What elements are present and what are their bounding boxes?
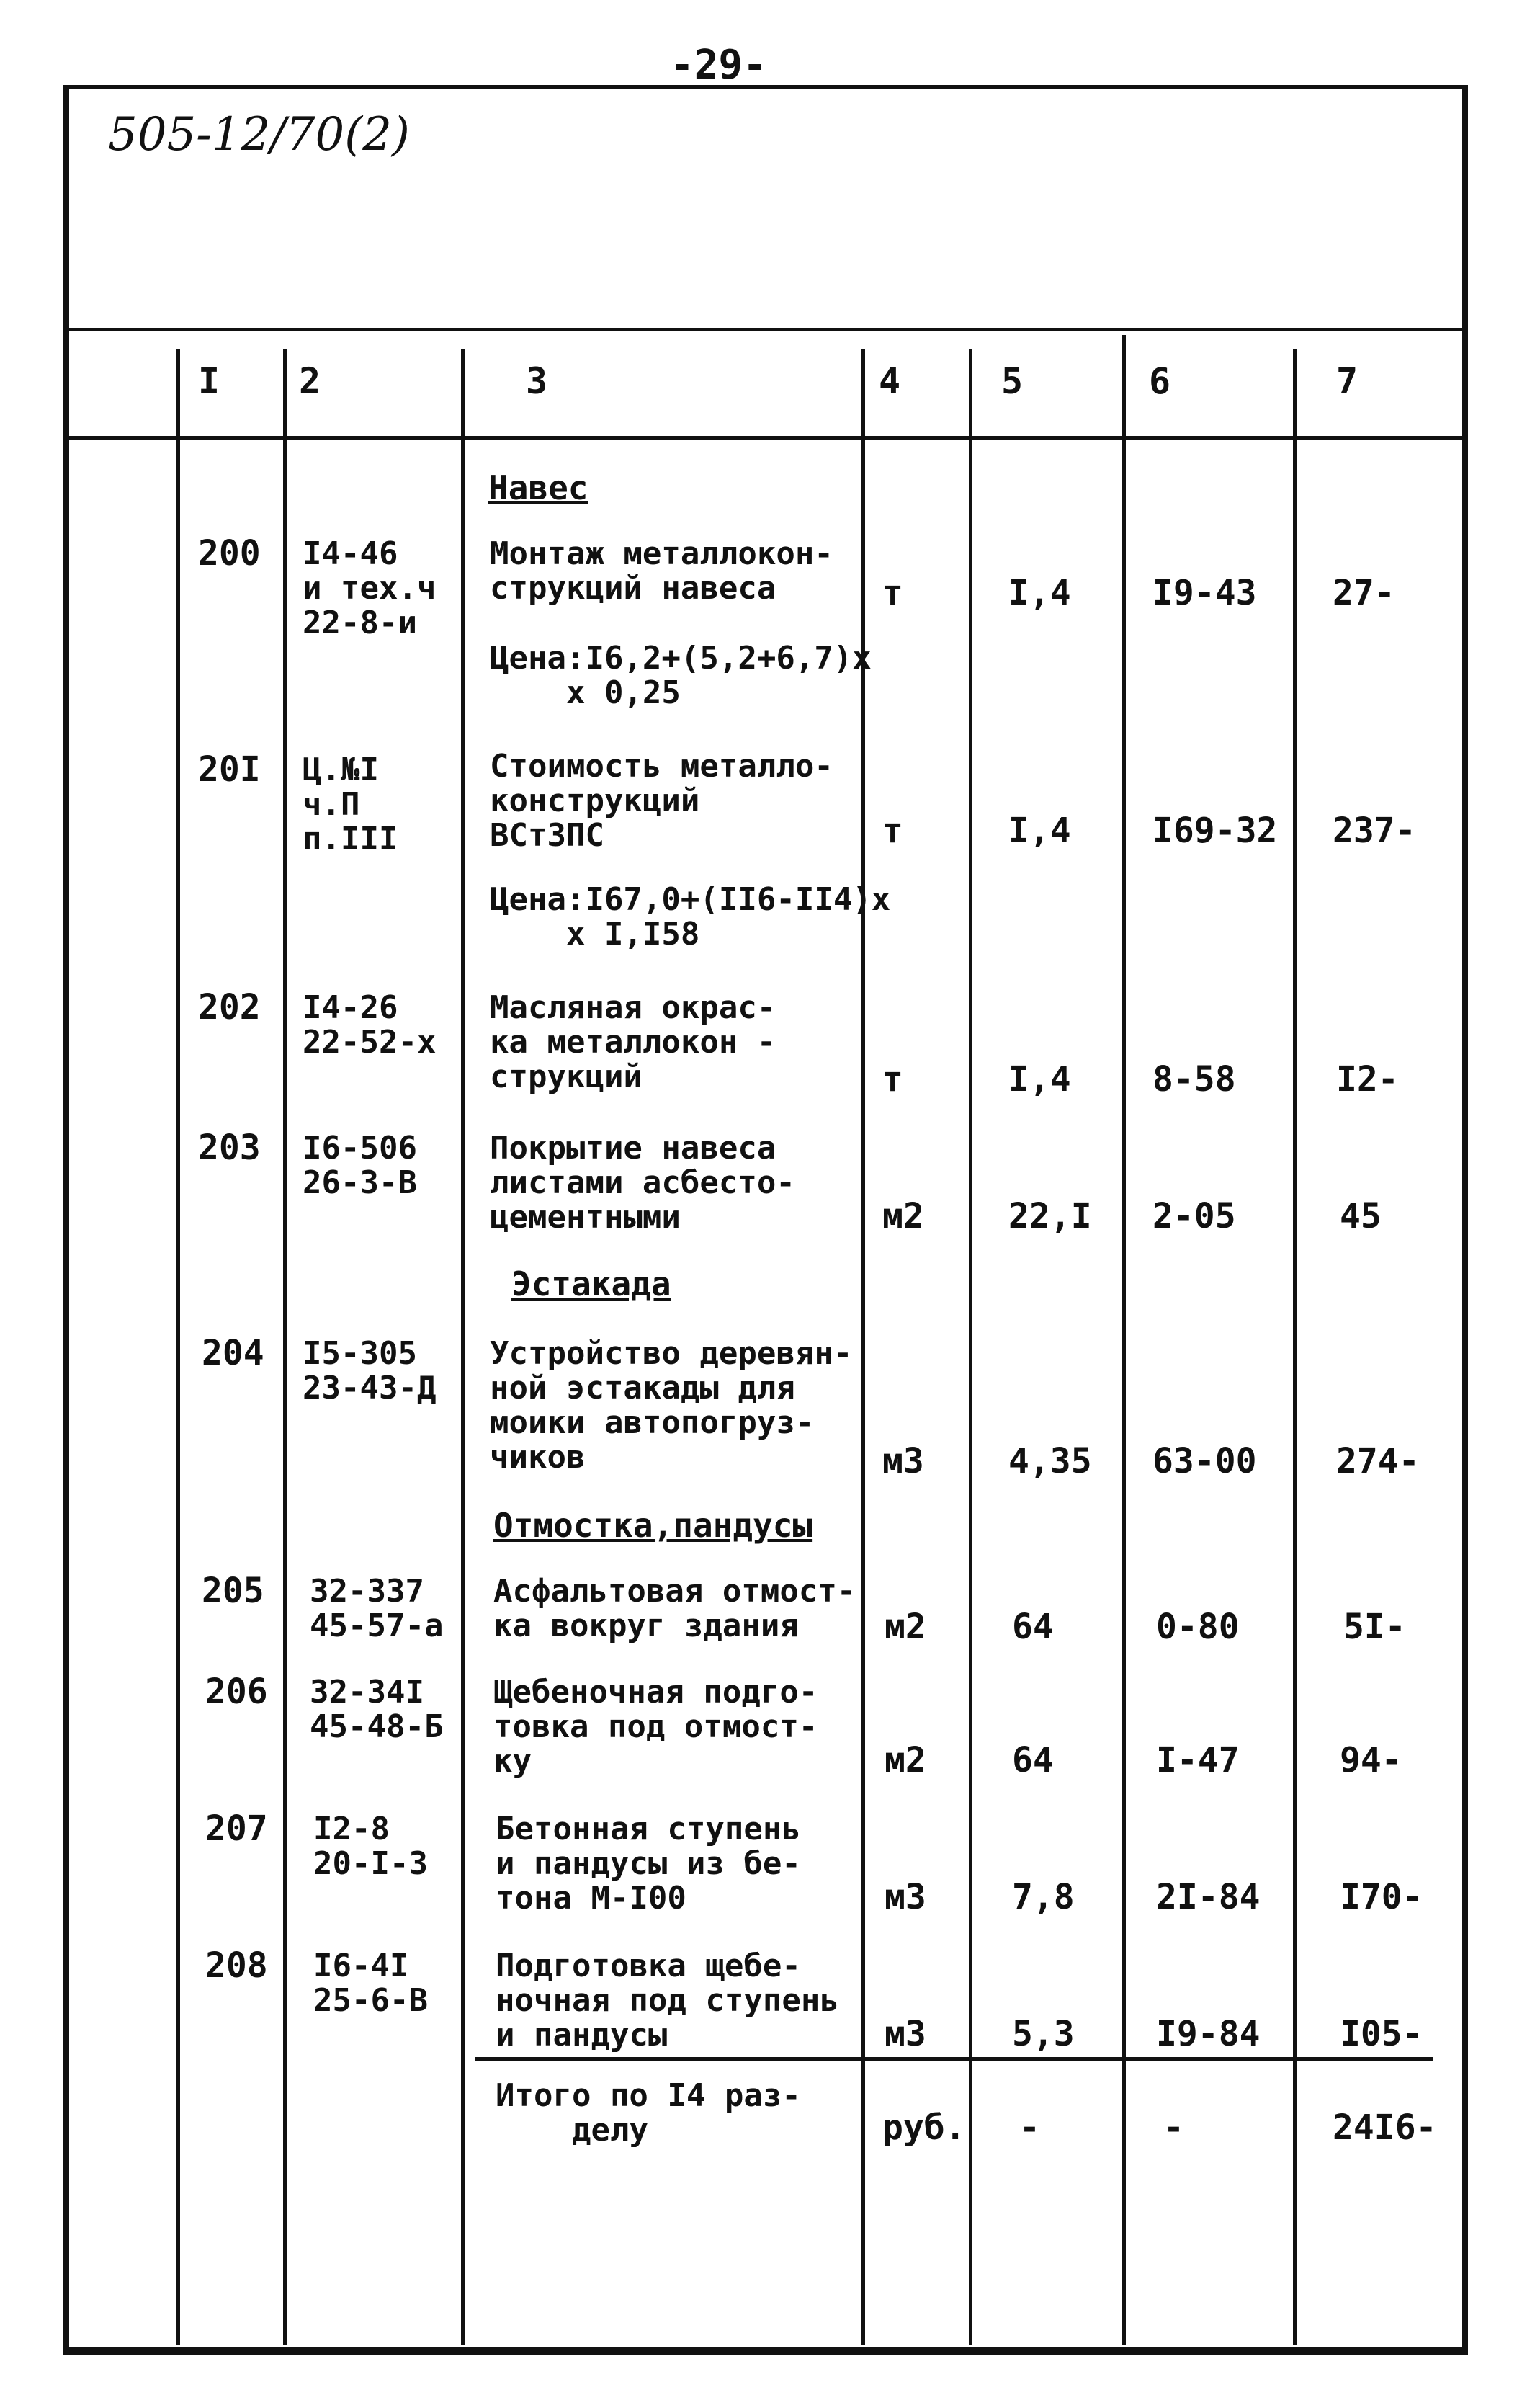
row-description: Бетонная ступень и пандусы из бе- тона М-I00 <box>496 1811 801 1917</box>
row-unit: м3 <box>882 1441 924 1481</box>
row-rate: 8-58 <box>1152 1059 1236 1099</box>
section-title: Эстакада <box>511 1264 671 1303</box>
row-unit: м2 <box>882 1196 924 1236</box>
row-unit: м2 <box>885 1740 926 1780</box>
row-rate: 0-80 <box>1156 1607 1240 1647</box>
total-label: Итого по I4 раз- делу <box>496 2077 801 2149</box>
row-price-formula: Цена:I67,0+(II6-II4)х х I,I58 <box>490 881 891 953</box>
header-bottom-rule <box>66 436 1467 440</box>
row-number: 208 <box>205 1945 268 1986</box>
row-sum: 45 <box>1340 1196 1382 1236</box>
row-description: Покрытие навеса листами асбесто- цементными <box>490 1130 795 1236</box>
row-quantity: I,4 <box>1008 1059 1071 1099</box>
row-sum: 237- <box>1333 811 1416 851</box>
row-description: Асфальтовая отмост- ка вокруг здания <box>493 1573 856 1644</box>
row-description: Устройство деревян- ной эстакады для моики автопогруз- чиков <box>490 1335 853 1476</box>
row-number: 200 <box>198 533 261 574</box>
total-separator-rule <box>475 2057 1433 2061</box>
header-col-3: 3 <box>526 360 548 402</box>
row-description: Монтаж металлокон- струкций навеса <box>490 535 833 607</box>
row-rate: 2-05 <box>1152 1196 1236 1236</box>
total-sum: 24I6- <box>1333 2107 1437 2148</box>
header-col-1: I <box>198 360 220 402</box>
row-sum: 274- <box>1336 1441 1420 1481</box>
row-rate: 2I-84 <box>1156 1877 1261 1917</box>
col-rule-6 <box>1122 335 1126 2345</box>
page-number: -29- <box>670 42 767 89</box>
row-quantity: 5,3 <box>1012 2014 1075 2054</box>
header-col-4: 4 <box>879 360 901 402</box>
row-unit: м3 <box>885 1877 926 1917</box>
row-number: 206 <box>205 1672 268 1712</box>
row-quantity: 64 <box>1012 1740 1054 1780</box>
col-rule-3 <box>461 349 465 2345</box>
row-description: Подготовка щебе- ночная под ступень и пандусы <box>496 1948 839 2053</box>
row-number: 20I <box>198 749 261 790</box>
row-quantity: 64 <box>1012 1607 1054 1647</box>
header-top-rule <box>66 328 1467 331</box>
row-sum: 94- <box>1340 1740 1402 1780</box>
row-rate: I69-32 <box>1152 811 1278 851</box>
col-rule-1 <box>176 349 180 2345</box>
row-description: Щебеночная подго- товка под отмост- ку <box>493 1674 818 1780</box>
row-price-formula: Цена:I6,2+(5,2+6,7)х х 0,25 <box>490 640 872 711</box>
row-number: 205 <box>202 1571 264 1611</box>
row-unit: м2 <box>885 1607 926 1647</box>
document-code: 505-12/70(2) <box>108 108 410 161</box>
row-sum: I70- <box>1340 1877 1423 1917</box>
row-unit: т <box>882 811 903 851</box>
row-rate: 63-00 <box>1152 1441 1257 1481</box>
section-title: Навес <box>488 468 588 507</box>
row-description: Стоимость металло- конструкций ВСт3ПС <box>490 748 833 854</box>
row-rate: I9-43 <box>1152 573 1257 613</box>
row-code: I6-4I 25-6-В <box>313 1948 428 2019</box>
section-title: Отмостка,пандусы <box>493 1506 813 1545</box>
row-unit: м3 <box>885 2014 926 2054</box>
header-col-7: 7 <box>1336 360 1358 402</box>
row-code: I4-46 и тех.ч 22-8-и <box>303 535 437 641</box>
header-col-5: 5 <box>1001 360 1024 402</box>
row-quantity: I,4 <box>1008 811 1071 851</box>
row-quantity: 7,8 <box>1012 1877 1075 1917</box>
header-col-6: 6 <box>1149 360 1171 402</box>
row-sum: 27- <box>1333 573 1395 613</box>
row-sum: I2- <box>1336 1059 1399 1099</box>
row-code: I6-506 26-3-В <box>303 1130 417 1201</box>
total-quantity: - <box>1019 2107 1040 2148</box>
row-code: 32-337 45-57-а <box>310 1573 444 1644</box>
row-unit: т <box>882 1059 903 1099</box>
row-rate: I-47 <box>1156 1740 1240 1780</box>
row-number: 207 <box>205 1808 268 1849</box>
row-code: 32-34I 45-48-Б <box>310 1674 444 1745</box>
row-quantity: 22,I <box>1008 1196 1092 1236</box>
row-sum: I05- <box>1340 2014 1423 2054</box>
row-number: 203 <box>198 1128 261 1168</box>
row-number: 202 <box>198 987 261 1027</box>
col-rule-7 <box>1293 349 1297 2345</box>
row-number: 204 <box>202 1333 264 1373</box>
row-code: Ц.№I ч.П п.III <box>303 751 398 857</box>
row-code: I2-8 20-I-3 <box>313 1811 428 1882</box>
row-quantity: 4,35 <box>1008 1441 1092 1481</box>
row-code: I4-26 22-52-х <box>303 989 437 1061</box>
total-rate: - <box>1163 2107 1184 2148</box>
row-quantity: I,4 <box>1008 573 1071 613</box>
row-description: Масляная окрас- ка металлокон - струкций <box>490 989 776 1095</box>
col-rule-2 <box>283 349 287 2345</box>
header-col-2: 2 <box>299 360 321 402</box>
row-code: I5-305 23-43-Д <box>303 1335 437 1406</box>
row-unit: т <box>882 573 903 613</box>
total-unit: руб. <box>882 2107 966 2148</box>
col-rule-5 <box>969 349 972 2345</box>
row-rate: I9-84 <box>1156 2014 1261 2054</box>
row-sum: 5I- <box>1343 1607 1406 1647</box>
